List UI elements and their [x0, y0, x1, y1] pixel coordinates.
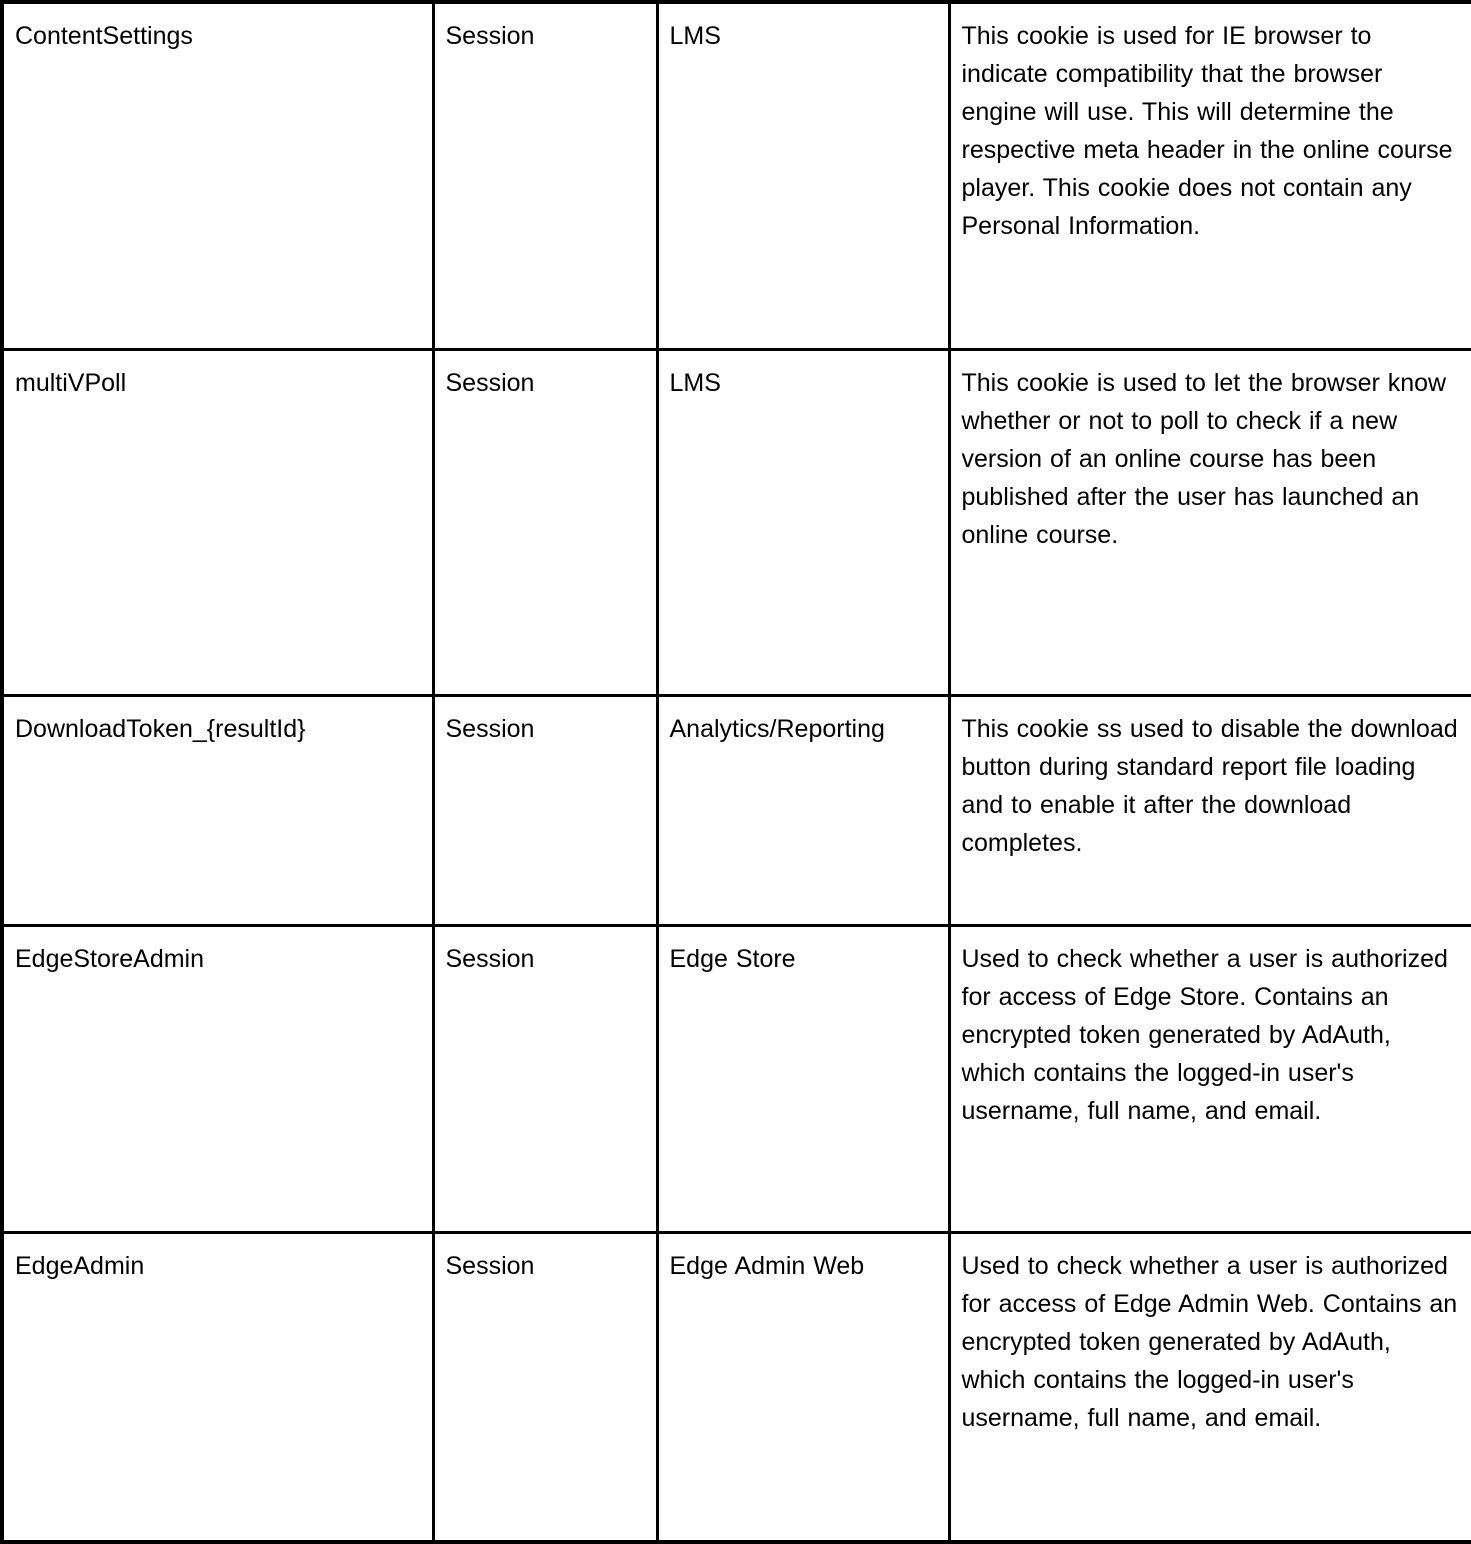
cookie-name-cell: EdgeStoreAdmin: [2, 925, 433, 1232]
table-row: [2, 349, 1471, 695]
service-cell: Edge Admin Web: [657, 1232, 949, 1542]
cookie-name-cell: multiVPoll: [2, 349, 433, 695]
duration-cell: Session: [433, 695, 657, 925]
cookie-name-cell: ContentSettings: [2, 2, 433, 349]
table-row: [2, 695, 1471, 925]
description-cell: Used to check whether a user is authorized for access of Edge Admin Web. Contains an encrypted token generated by AdAuth, which contains the logged-in user's username, full name, and email.: [949, 1232, 1471, 1542]
description-cell: Used to check whether a user is authorized for access of Edge Store. Contains an encrypted token generated by AdAuth, which contains the logged-in user's username, full name, and email.: [949, 925, 1471, 1232]
description-cell: This cookie is used to let the browser know whether or not to poll to check if a new version of an online course has been published after the user has launched an online course.: [949, 349, 1471, 695]
service-cell: LMS: [657, 2, 949, 349]
description-cell: This cookie ss used to disable the download button during standard report file loading and to enable it after the download completes.: [949, 695, 1471, 925]
cookie-name-cell: DownloadToken_{resultId}: [2, 695, 433, 925]
duration-cell: Session: [433, 925, 657, 1232]
table-row: [2, 925, 1471, 1232]
description-cell: This cookie is used for IE browser to indicate compatibility that the browser engine will use. This will determine the respective meta header in the online course player. This cookie does not contain any Personal Information.: [949, 2, 1471, 349]
service-cell: LMS: [657, 349, 949, 695]
table-row: [2, 2, 1471, 349]
duration-cell: Session: [433, 1232, 657, 1542]
service-cell: Edge Store: [657, 925, 949, 1232]
service-cell: Analytics/Reporting: [657, 695, 949, 925]
cookie-name-cell: EdgeAdmin: [2, 1232, 433, 1542]
duration-cell: Session: [433, 2, 657, 349]
table-row: [2, 1232, 1471, 1542]
duration-cell: Session: [433, 349, 657, 695]
